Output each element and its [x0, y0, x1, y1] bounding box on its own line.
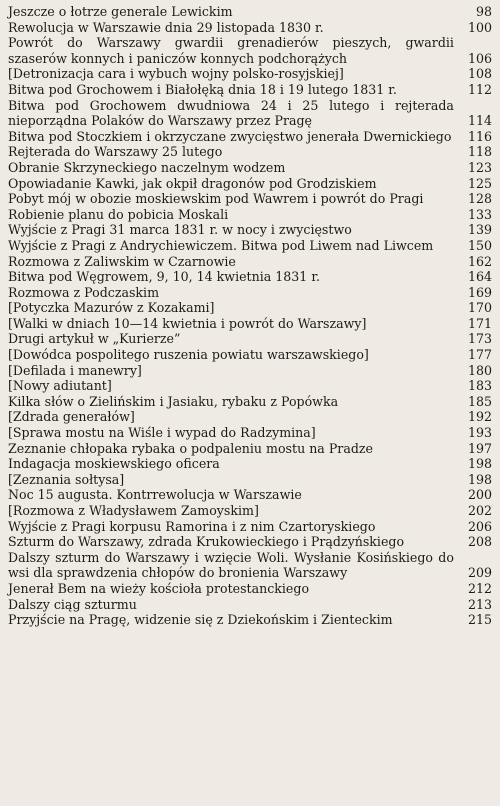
toc-entry [8, 456, 492, 472]
toc-entry-page-number: 123 [467, 159, 492, 175]
toc-entry-title: Bitwa pod Grochowem dwudniowa 24 i 25 lutego i rejterada nieporządna Polaków do Warszawy przez Pragę [8, 97, 454, 129]
toc-entry-title: Opowiadanie Kawki, jak okpił dragonów pod Grodziskiem [8, 175, 377, 191]
toc-entry-title: [Dowódca pospolitego ruszenia powiatu warszawskiego] [8, 347, 369, 363]
toc-entry-title: Jenerał Bem na wieży kościoła protestanckiego [8, 580, 310, 596]
toc-entry [8, 20, 492, 36]
toc-entry-page-number: 173 [467, 331, 492, 347]
toc-entry [8, 129, 492, 145]
toc-entry-page-number: 215 [467, 612, 492, 628]
toc-entry-page-number: 177 [467, 347, 492, 363]
toc-entry-title: Drugi artykuł w „Kurierze” [8, 331, 181, 347]
toc-entry [8, 487, 492, 503]
toc-entry-title: Bitwa pod Stoczkiem i okrzyczane zwycięstwo jenerała Dwernickiego [8, 128, 452, 144]
toc-entry-page-number: 139 [467, 222, 492, 238]
toc-entry-title: Bitwa pod Grochowem i Białołęką dnia 18 i 19 lutego 1831 r. [8, 81, 397, 97]
table-of-contents [8, 4, 492, 628]
toc-entry-title: Robienie planu do pobicia Moskali [8, 206, 229, 222]
toc-entry-page-number: 202 [467, 503, 492, 518]
toc-entry [8, 534, 492, 550]
toc-entry [8, 394, 492, 410]
toc-entry [8, 550, 492, 581]
toc-entry-page-number: 114 [467, 113, 492, 129]
toc-entry-title: [Defilada i manewry] [8, 362, 142, 378]
toc-entry [8, 441, 492, 457]
toc-entry-page-number: 118 [467, 144, 492, 160]
toc-entry [8, 98, 492, 129]
toc-entry-title: Kilka słów o Zielińskim i Jasiaku, rybaku z Popówka [8, 393, 339, 409]
toc-entry [8, 519, 492, 535]
toc-entry-page-number: 197 [467, 440, 492, 456]
toc-entry-title: Przyjście na Pragę, widzenie się z Dziekońskim i Zienteckim [8, 612, 393, 628]
toc-entry-title: Powrót do Warszawy gwardii grenadierów pieszych, gwardii szaserów konnych i paniczów konnych podchorążych [8, 35, 454, 66]
toc-entry [8, 378, 492, 394]
toc-entry [8, 269, 492, 285]
toc-entry [8, 597, 492, 613]
toc-entry-title: [Zdrada generałów] [8, 409, 135, 425]
toc-entry-title: Rejterada do Warszawy 25 lutego [8, 144, 223, 160]
toc-entry-page-number: 206 [467, 518, 492, 534]
toc-entry-title: Wyjście z Pragi 31 marca 1831 r. w nocy i zwycięstwo [8, 222, 352, 238]
toc-entry [8, 347, 492, 363]
toc-entry-title: Bitwa pod Węgrowem, 9, 10, 14 kwietnia 1831 r. [8, 269, 320, 285]
toc-entry [8, 581, 492, 597]
toc-entry-page-number: 192 [467, 409, 492, 425]
toc-entry-page-number: 125 [467, 175, 492, 191]
toc-entry [8, 82, 492, 98]
toc-entry [8, 35, 492, 66]
toc-entry [8, 503, 492, 519]
toc-entry [8, 207, 492, 223]
toc-entry-title: Rozmowa z Podczaskim [8, 284, 160, 300]
toc-entry-page-number: 116 [467, 128, 492, 144]
toc-entry-title: [Zeznania sołtysa] [8, 471, 125, 487]
toc-entry-page-number: 180 [467, 362, 492, 378]
toc-entry-page-number: 198 [467, 456, 492, 472]
toc-entry-page-number: 169 [467, 284, 492, 300]
toc-entry-title: [Nowy adiutant] [8, 378, 112, 394]
toc-entry-page-number: 133 [467, 206, 492, 222]
toc-entry [8, 300, 492, 316]
toc-entry [8, 612, 492, 628]
toc-entry [8, 191, 492, 207]
toc-entry-page-number: 98 [475, 4, 492, 19]
toc-entry [8, 472, 492, 488]
toc-entry-title: [Walki w dniach 10—14 kwietnia i powrót do Warszawy] [8, 315, 367, 331]
toc-entry-title: Wyjście z Pragi korpusu Ramorina i z nim Czartoryskiego [8, 518, 376, 534]
toc-entry-page-number: 171 [467, 315, 492, 331]
toc-entry [8, 285, 492, 301]
toc-entry-page-number: 212 [467, 580, 492, 596]
toc-entry-page-number: 100 [467, 19, 492, 35]
toc-entry [8, 316, 492, 332]
toc-entry-title: Noc 15 augusta. Kontrrewolucja w Warszawie [8, 487, 302, 503]
toc-entry-title: [Potyczka Mazurów z Kozakami] [8, 300, 215, 316]
toc-entry-page-number: 198 [467, 471, 492, 487]
toc-entry [8, 409, 492, 425]
toc-entry-title: Dalszy szturm do Warszawy i wzięcie Woli. Wysłanie Kosińskiego do wsi dla sprawdzenia chłopów do bronienia Warszawy [8, 549, 454, 581]
toc-entry-page-number: 150 [467, 237, 492, 253]
toc-entry-page-number: 213 [467, 596, 492, 612]
toc-entry [8, 238, 492, 254]
toc-entry-page-number: 112 [467, 81, 492, 97]
toc-entry-title: Dalszy ciąg szturmu [8, 596, 137, 612]
toc-entry [8, 144, 492, 160]
toc-entry-page-number: 162 [467, 253, 492, 269]
toc-entry-title: Rozmowa z Zaliwskim w Czarnowie [8, 253, 236, 269]
toc-entry [8, 66, 492, 82]
toc-entry-page-number: 106 [467, 50, 492, 66]
toc-entry-page-number: 170 [467, 300, 492, 316]
toc-entry-title: Obranie Skrzyneckiego naczelnym wodzem [8, 159, 286, 175]
toc-entry [8, 176, 492, 192]
toc-entry-page-number: 128 [467, 191, 492, 207]
toc-entry-title: Szturm do Warszawy, zdrada Krukowieckiego i Prądzyńskiego [8, 534, 405, 550]
toc-entry [8, 160, 492, 176]
toc-entry-title: [Rozmowa z Władysławem Zamoyskim] [8, 503, 259, 518]
toc-entry-page-number: 208 [467, 534, 492, 550]
toc-entry [8, 222, 492, 238]
toc-entry-page-number: 185 [467, 393, 492, 409]
toc-entry-page-number: 164 [467, 269, 492, 285]
toc-entry-title: Rewolucja w Warszawie dnia 29 listopada 1830 r. [8, 19, 324, 35]
toc-entry-page-number: 209 [467, 565, 492, 581]
toc-entry-title: [Detronizacja cara i wybuch wojny polsko-rosyjskiej] [8, 66, 344, 82]
toc-entry-title: Pobyt mój w obozie moskiewskim pod Wawrem i powrót do Pragi [8, 191, 424, 207]
toc-entry [8, 4, 492, 20]
toc-entry-page-number: 200 [467, 487, 492, 503]
toc-entry-title: Zeznanie chłopaka rybaka o podpaleniu mostu na Pradze [8, 440, 373, 456]
toc-entry-title: Indagacja moskiewskiego oficera [8, 456, 220, 472]
toc-entry-title: Jeszcze o łotrze generale Lewickim [8, 4, 233, 19]
toc-entry [8, 363, 492, 379]
toc-entry [8, 331, 492, 347]
toc-entry-page-number: 193 [467, 425, 492, 441]
toc-entry [8, 254, 492, 270]
toc-entry-title: [Sprawa mostu na Wiśle i wypad do Radzymina] [8, 425, 316, 441]
toc-entry-page-number: 183 [467, 378, 492, 394]
toc-entry-page-number: 108 [467, 66, 492, 82]
toc-entry-title: Wyjście z Pragi z Andrychiewiczem. Bitwa pod Liwem nad Liwcem [8, 237, 434, 253]
toc-entry [8, 425, 492, 441]
